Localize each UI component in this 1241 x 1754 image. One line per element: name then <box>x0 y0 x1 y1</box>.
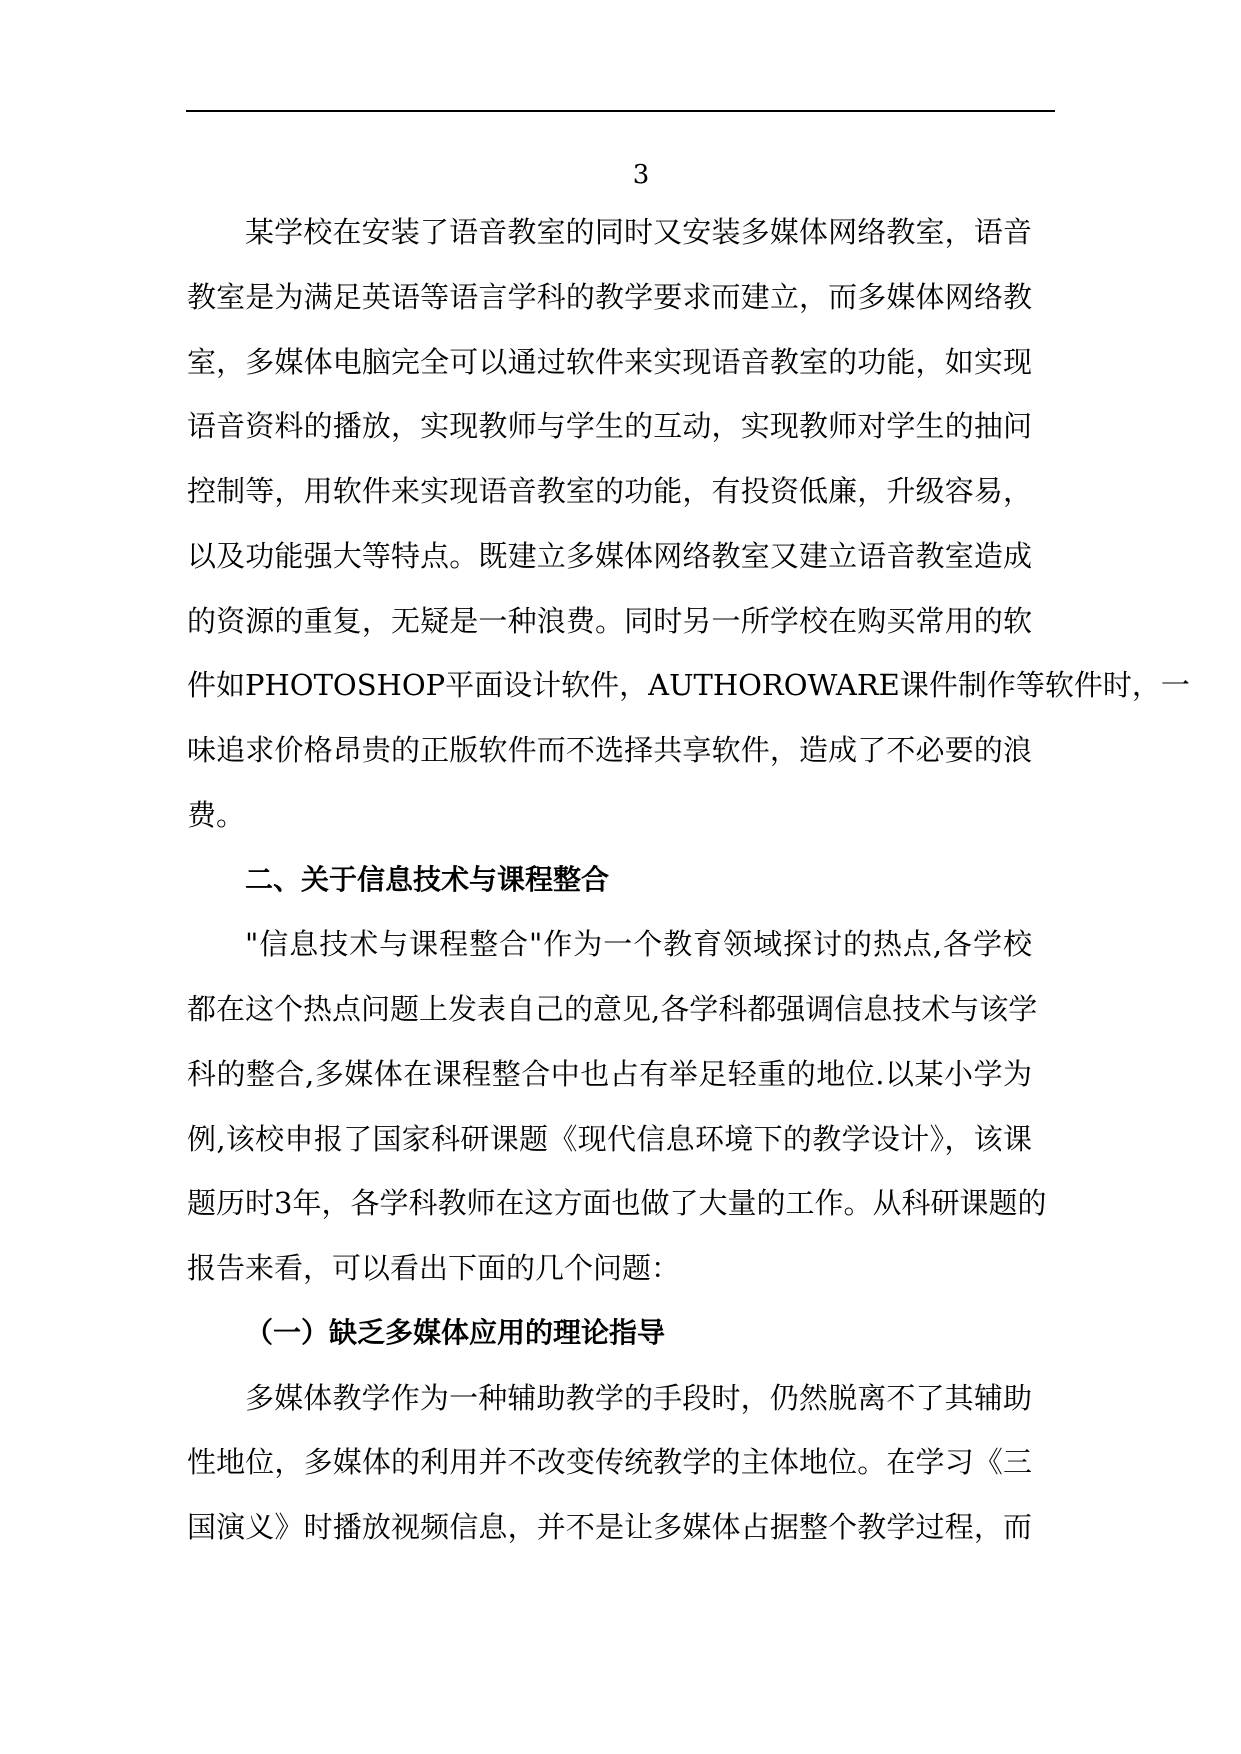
paragraph-line: 性地位，多媒体的利用并不改变传统教学的主体地位。在学习《三 <box>187 1445 1032 1480</box>
paragraph-line: 的资源的重复，无疑是一种浪费。同时另一所学校在购买常用的软 <box>187 603 1032 638</box>
subsection-heading: （一）缺乏多媒体应用的理论指导 <box>245 1315 666 1349</box>
paragraph-line: 都在这个热点问题上发表自己的意见,各学科都强调信息技术与该学 <box>187 992 1038 1026</box>
paragraph-line: 某学校在安装了语音教室的同时又安装多媒体网络教室，语音 <box>245 215 1032 249</box>
paragraph-line: "信息技术与课程整合"作为一个教育领域探讨的热点,各学校 <box>245 927 1032 962</box>
paragraph-line: 味追求价格昂贵的正版软件而不选择共享软件，造成了不必要的浪 <box>187 733 1032 767</box>
paragraph-line: 多媒体教学作为一种辅助教学的手段时，仍然脱离不了其辅助 <box>245 1380 1032 1415</box>
body-text <box>187 200 1190 1560</box>
paragraph <box>187 200 1190 848</box>
paragraph-line: 教室是为满足英语等语言学科的教学要求而建立，而多媒体网络教 <box>187 279 1032 314</box>
paragraph <box>187 1366 1032 1560</box>
paragraph-line: 报告来看，可以看出下面的几个问题： <box>187 1251 681 1285</box>
paragraph-line: 费。 <box>187 797 246 832</box>
paragraph-line: 国演义》时播放视频信息，并不是让多媒体占据整个教学过程，而 <box>187 1510 1032 1544</box>
paragraph-line: 控制等，用软件来实现语音教室的功能，有投资低廉，升级容易， <box>187 474 1032 508</box>
page-number: 3 <box>632 160 650 190</box>
paragraph-line: 以及功能强大等特点。既建立多媒体网络教室又建立语音教室造成 <box>187 538 1032 573</box>
paragraph-line: 科的整合,多媒体在课程整合中也占有举足轻重的地位.以某小学为 <box>187 1056 1032 1091</box>
section-heading: 二、关于信息技术与课程整合 <box>245 862 610 896</box>
paragraph-line: 题历时3年，各学科教师在这方面也做了大量的工作。从科研课题的 <box>187 1186 1047 1221</box>
header-rule <box>186 110 1055 112</box>
paragraph-line: 室，多媒体电脑完全可以通过软件来实现语音教室的功能，如实现 <box>187 344 1032 379</box>
paragraph-line: 例,该校申报了国家科研课题《现代信息环境下的教学设计》，该课 <box>187 1121 1032 1156</box>
paragraph <box>187 912 1047 1301</box>
paragraph-line: 件如PHOTOSHOP平面设计软件，AUTHOROWARE课件制作等软件时，一 <box>187 668 1190 703</box>
paragraph-line: 语音资料的播放，实现教师与学生的互动，实现教师对学生的抽问 <box>187 409 1032 444</box>
